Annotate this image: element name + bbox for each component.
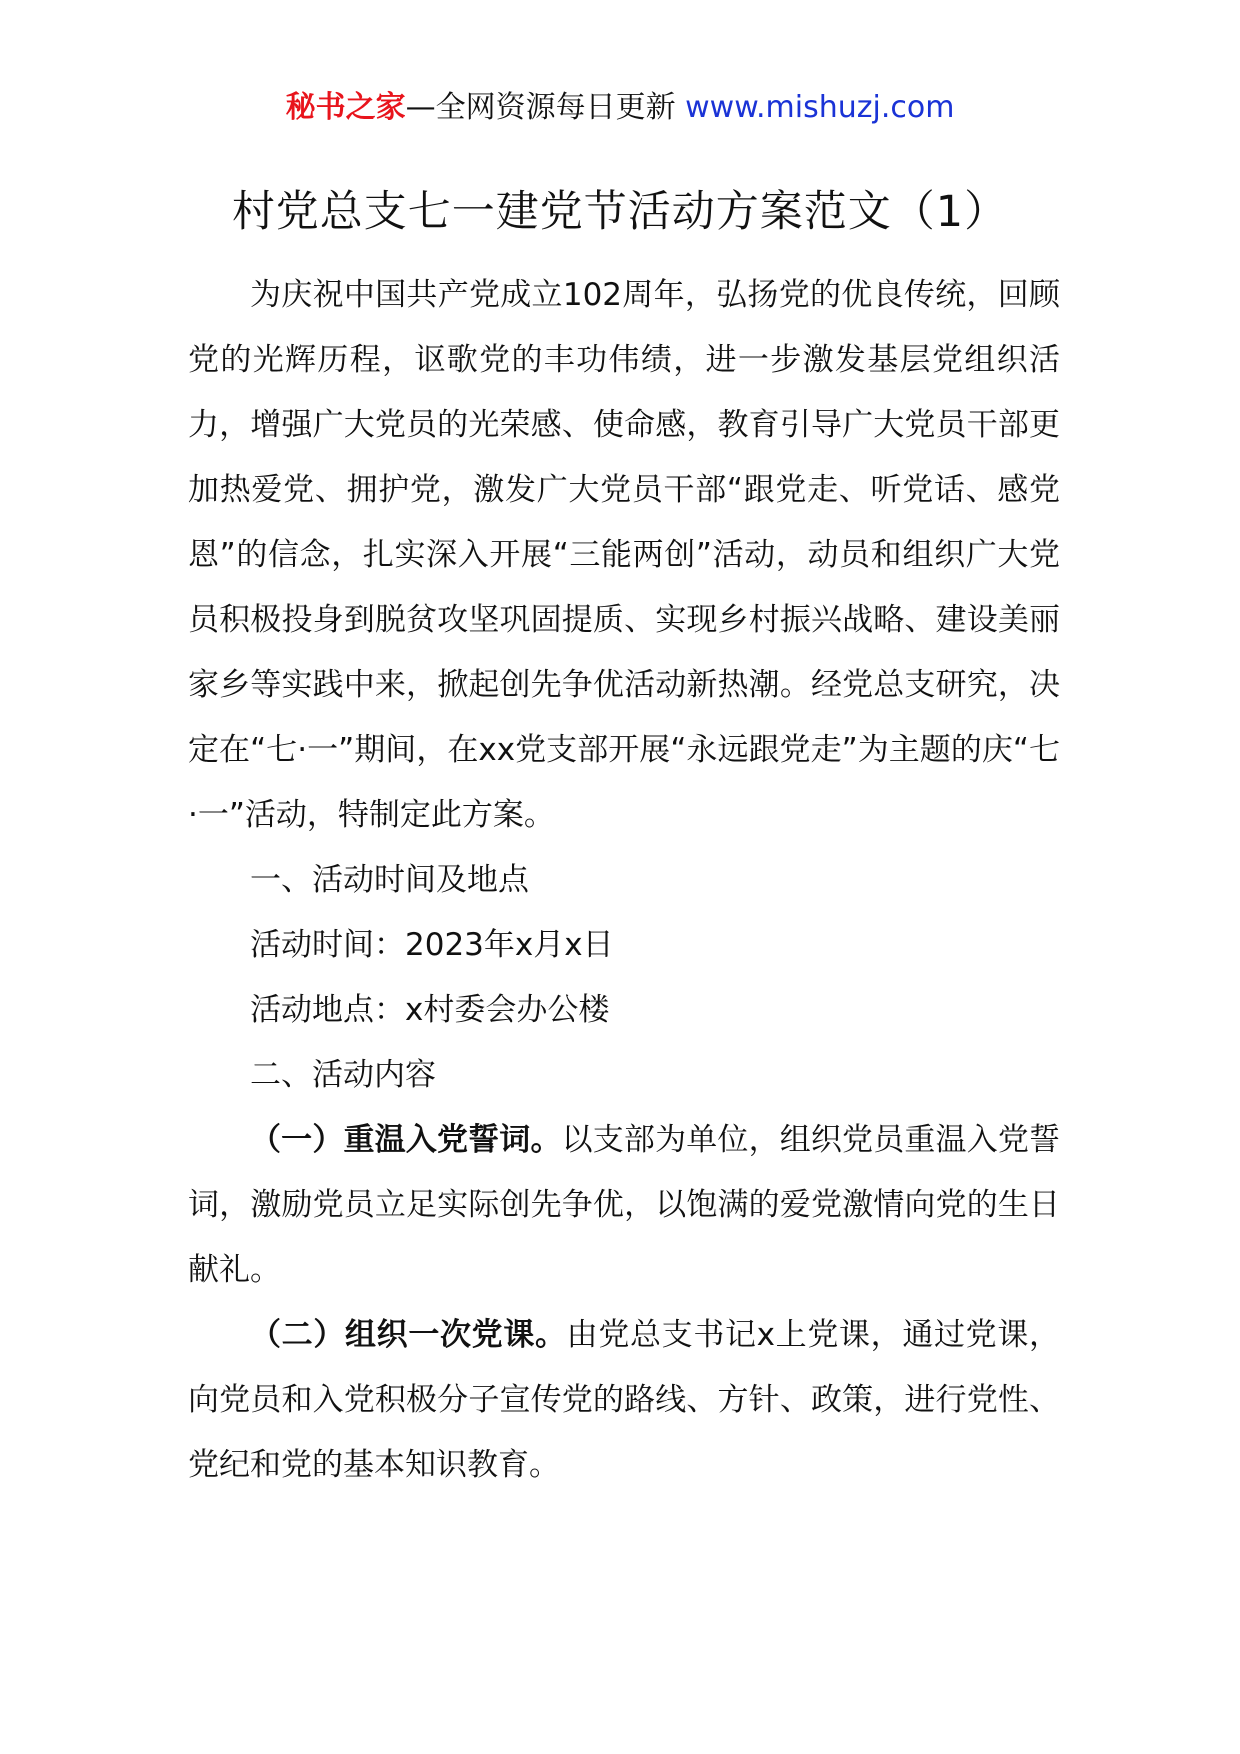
site-header [0,88,1240,128]
content-item-2-title: （二）组织一次党课。 [250,1317,567,1353]
document-body [188,263,1060,1498]
document-title: 村党总支七一建党节活动方案范文（1） [231,187,1009,237]
activity-place: 活动地点：x村委会办公楼 [250,992,610,1028]
content-item-2 [188,1303,1060,1498]
content-item-1-body: 以支部为单位，组织党员重温入党誓词，激励党员立足实际创先争优，以饱满的爱党激情向党的生日献礼。 [188,1122,1061,1288]
section-heading-time-place: 一、活动时间及地点 [250,862,529,898]
section-heading-content: 二、活动内容 [250,1057,436,1093]
activity-time: 活动时间：2023年x月x日 [250,927,614,963]
site-url-link[interactable]: www.mishuzj.com [685,90,955,125]
header-tagline: —全网资源每日更新 [405,90,676,125]
content-item-1-title: （一）重温入党誓词。 [250,1122,562,1158]
content-item-2-body: 由党总支书记x上党课，通过党课，向党员和入党积极分子宣传党的路线、方针、政策，进行党性、党纪和党的基本知识教育。 [188,1317,1060,1483]
content-item-1 [188,1108,1060,1303]
brand-name: 秘书之家 [285,90,406,125]
intro-paragraph: 为庆祝中国共产党成立102周年，弘扬党的优良传统，回顾党的光辉历程，讴歌党的丰功伟绩，进一步激发基层党组织活力，增强广大党员的光荣感、使命感，教育引导广大党员干部更加热爱党、拥护党，激发广大党员干部“跟党走、听党话、感党恩”的信念，扎实深入开展“三能两创”活动，动员和组织广大党员积极投身到脱贫攻坚巩固提质、实现乡村振兴战略、建设美丽家乡等实践中来，掀起创先争优活动新热潮。经党总支研究，决定在“七·一”期间，在xx党支部开展“永远跟党走”为主题的庆“七·一”活动，特制定此方案。 [188,277,1060,833]
